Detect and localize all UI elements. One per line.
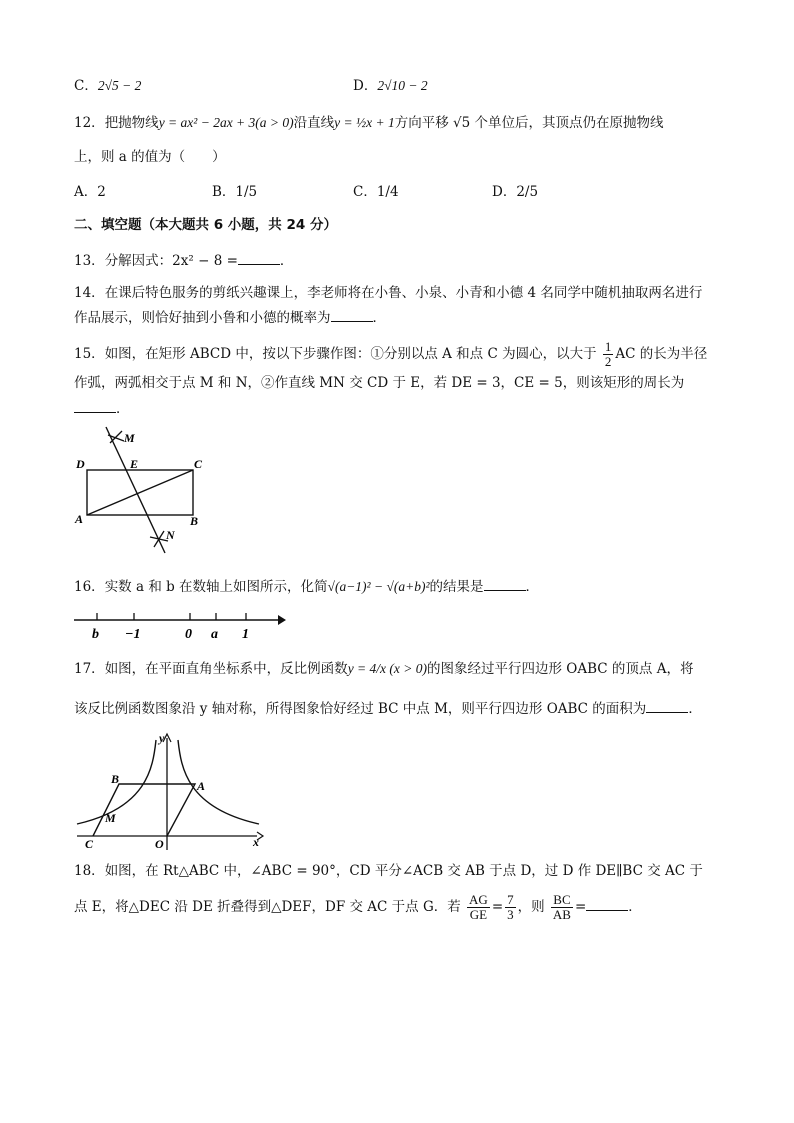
q12-line1: 12．把抛物线y = ax² − 2ax + 3(a > 0)沿直线y = ½x + 1方向平移 √5 个单位后，其顶点仍在原抛物线	[74, 115, 664, 131]
q15-line1: 15．如图，在矩形 ABCD 中，按以下步骤作图：①分别以点 A 和点 C 为圆心，以大于 $\frac{1}{2}$ AC 的长为半径	[74, 339, 708, 369]
q18-line2: 点 E，将△DEC 沿 DE 折叠得到△DEF，DF 交 AC 于点 G．若 $\frac{AG}{GE}$ = $\frac{7}{3}$ ，则 $\frac{BC}{AB}$ = ．	[74, 892, 642, 922]
label-m: M	[105, 811, 116, 825]
q17-line1: 17．如图，在平面直角坐标系中，反比例函数y = 4/x (x > 0)的图象经过平行四边形 OABC 的顶点 A，将	[74, 661, 694, 677]
answer-blank[interactable]	[331, 309, 373, 322]
line-mn	[106, 427, 165, 553]
label-y: y	[159, 731, 165, 745]
answer-blank[interactable]	[646, 700, 688, 713]
label-b: B	[111, 772, 120, 786]
q15-line2: 作弧，两弧相交于点 M 和 N，②作直线 MN 交 CD 于 E，若 DE = 3，CE = 5，则该矩形的周长为	[74, 375, 685, 391]
answer-blank[interactable]	[484, 578, 526, 591]
tick-zero: 0	[185, 627, 192, 642]
rectangle-figure	[70, 425, 210, 557]
q13: 13．分解因式：2x² − 8 = ．	[74, 253, 294, 269]
label-a: A	[197, 779, 206, 793]
q16: 16．实数 a 和 b 在数轴上如图所示，化简√(a−1)² − √(a+b)²的结果是 ．	[74, 579, 540, 595]
q18-line1: 18．如图，在 Rt△ABC 中，∠ABC = 90°，CD 平分∠ACB 交 AB 于点 D，过 D 作 DE∥BC 交 AC 于	[74, 863, 703, 879]
label-c: C	[85, 837, 94, 851]
label-c: C	[194, 457, 203, 471]
label-n: N	[166, 528, 175, 542]
label-e: E	[130, 457, 139, 471]
tick-b: b	[92, 627, 99, 642]
tick-one: 1	[242, 627, 249, 642]
answer-blank[interactable]	[238, 252, 280, 265]
label-d: D	[76, 457, 85, 471]
q14-line1: 14．在课后特色服务的剪纸兴趣课上，李老师将在小鲁、小泉、小青和小德 4 名同学中随机抽取两名进行	[74, 285, 703, 301]
tick-a: a	[211, 627, 218, 642]
q12-option-d: D．2/5	[492, 184, 539, 200]
diagonal-ac	[87, 470, 193, 515]
q12-line2: 上，则 a 的值为（ ）	[74, 149, 226, 165]
q12-option-c: C．1/4	[353, 184, 399, 200]
label-b: B	[190, 514, 199, 528]
hyperbola-figure	[75, 728, 265, 852]
hyperbola-right	[178, 740, 259, 824]
q15-line3: ．	[74, 400, 130, 418]
label-m: M	[124, 431, 135, 445]
tick-minus-one: −1	[125, 627, 141, 642]
arrow-icon	[278, 615, 286, 625]
q12-option-a: A．2	[74, 184, 106, 200]
answer-blank[interactable]	[74, 400, 116, 413]
label-x: x	[253, 835, 259, 849]
label-o: O	[155, 837, 164, 851]
section-title: 二、填空题（本大题共 6 小题，共 24 分）	[74, 217, 337, 233]
parallelogram-oabc	[93, 784, 195, 836]
q12-option-b: B．1/5	[212, 184, 258, 200]
answer-blank[interactable]	[586, 898, 628, 911]
q11-option-c: C．2√5 − 2	[74, 78, 142, 94]
q14-line2: 作品展示，则恰好抽到小鲁和小德的概率为 ．	[74, 310, 386, 326]
number-line	[72, 610, 292, 644]
q11-option-d: D．2√10 − 2	[353, 78, 428, 94]
q17-line2: 该反比例函数图象沿 y 轴对称，所得图象恰好经过 BC 中点 M，则平行四边形 OABC 的面积为 ．	[74, 701, 702, 717]
label-a: A	[75, 512, 84, 526]
